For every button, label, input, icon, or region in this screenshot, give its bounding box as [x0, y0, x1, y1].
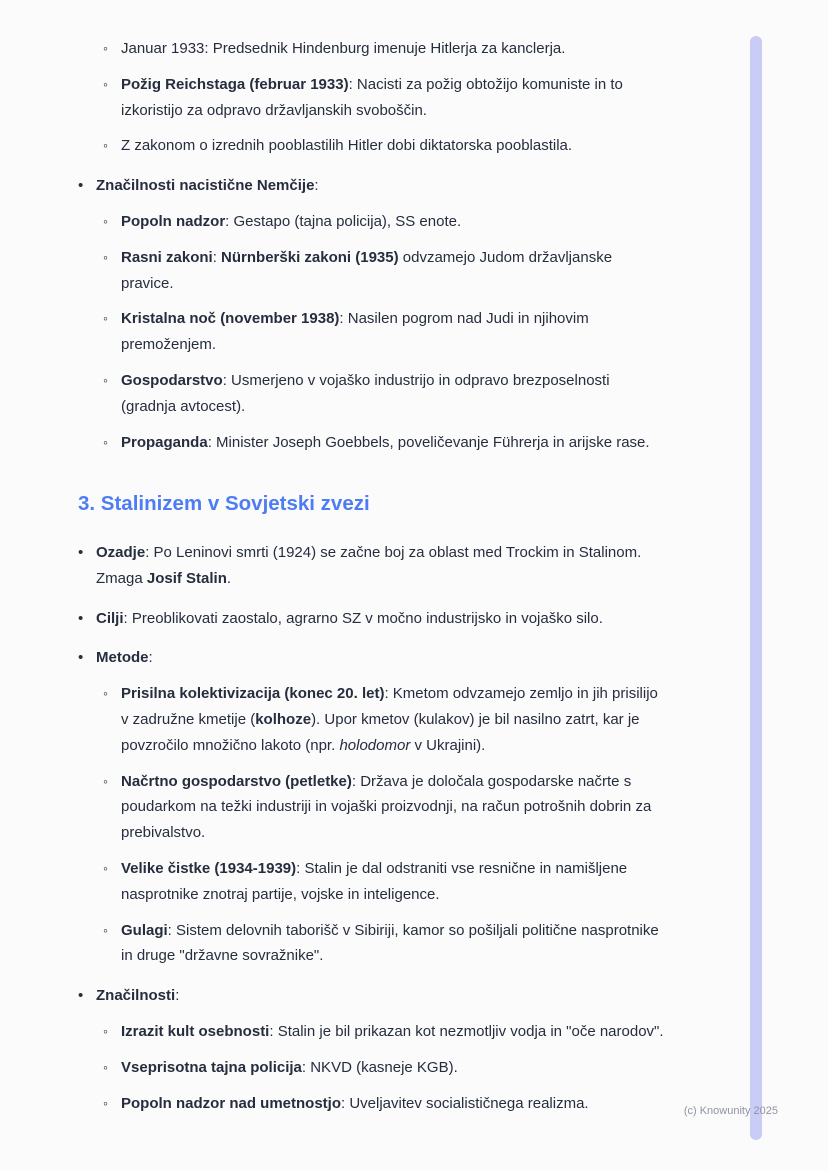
list-item-text — [121, 36, 664, 62]
list-item — [78, 983, 664, 1009]
text-segment: Prisilna kolektivizacija (konec 20. let) — [121, 685, 385, 703]
list-item — [78, 606, 664, 632]
bullet-disc-marker: • — [78, 987, 84, 1005]
list-item-text — [121, 133, 664, 159]
bullet-circle-marker: ◦ — [103, 1058, 108, 1075]
bullet-circle-marker: ◦ — [103, 685, 108, 702]
bullet-circle-marker: ◦ — [103, 772, 108, 789]
text-segment: Popoln nadzor nad umetnostjo — [121, 1094, 341, 1112]
list-item — [103, 856, 664, 908]
text-segment: : Kmetom odvzamejo zemljo in jih prisilijo v zadružne kmetije ( — [121, 685, 658, 728]
bullet-circle-marker: ◦ — [103, 137, 108, 154]
list-item-text — [121, 368, 664, 420]
text-segment: ). Upor kmetov (kulakov) je bil nasilno zatrt, kar je povzročilo množično lakoto (npr. — [121, 710, 640, 754]
text-segment: Cilji — [96, 609, 124, 627]
list-item — [78, 173, 664, 199]
list-item — [103, 1091, 664, 1117]
text-segment: : — [314, 177, 319, 195]
text-segment: : Preoblikovati zaostalo, agrarno SZ v močno industrijsko in vojaško silo. — [123, 609, 603, 627]
text-segment: Josif Stalin — [146, 569, 227, 587]
list-item — [103, 368, 664, 420]
text-segment: : — [148, 649, 153, 667]
bullet-disc-marker: • — [78, 177, 84, 195]
text-segment: : — [175, 987, 180, 1005]
text-segment: : Nacisti za požig obtožijo komuniste in to izkoristijo za odpravo državljanskih svoboščin. — [121, 75, 623, 119]
list-item-text — [121, 72, 664, 124]
list-item-text — [96, 983, 664, 1009]
text-segment: : Stalin je dal odstraniti vse resnične in namišljene nasprotnike znotraj partije, vojske in inteligence. — [121, 859, 628, 903]
list-item-text — [96, 645, 664, 671]
list-item-text — [96, 540, 664, 592]
text-segment: Januar 1933: Predsednik Hindenburg imenuje Hitlerja za kanclerja. — [121, 40, 566, 57]
list-item-text — [121, 1019, 664, 1045]
bullet-circle-marker: ◦ — [103, 40, 108, 56]
list-item-text — [121, 430, 664, 456]
text-segment: Gulagi — [121, 921, 168, 939]
text-segment: Vseprisotna tajna policija — [121, 1058, 302, 1076]
list-item-text — [121, 769, 664, 846]
bullet-disc-marker: • — [78, 544, 84, 561]
text-segment: : Gestapo (tajna policija), SS enote. — [225, 212, 462, 230]
list-item-text — [121, 1091, 664, 1117]
text-segment: : Uveljavitev socialističnega realizma. — [341, 1094, 589, 1112]
list-item — [103, 306, 664, 358]
text-segment: Metode — [96, 649, 149, 667]
text-segment: Nürnberški zakoni (1935) — [221, 248, 399, 266]
bullet-circle-marker: ◦ — [103, 371, 108, 388]
list-item-text — [121, 306, 664, 358]
text-segment: Gospodarstvo — [121, 371, 223, 389]
text-segment: : Nasilen pogrom nad Judi in njihovim premoženjem. — [121, 310, 589, 354]
text-segment: : — [212, 248, 222, 266]
text-segment: Propaganda — [121, 433, 208, 451]
text-segment: Načrtno gospodarstvo (petletke) — [121, 772, 352, 790]
list-item-text — [121, 209, 664, 235]
text-segment: . — [226, 569, 232, 587]
bullet-circle-marker: ◦ — [103, 212, 108, 229]
text-segment: : Minister Joseph Goebbels, poveličevanje Führerja in arijske rase. — [207, 433, 650, 451]
bullet-circle-marker: ◦ — [103, 310, 108, 327]
text-segment: : Po Leninovi smrti (1924) se začne boj za oblast med Trockim in Stalinom. Zmaga — [96, 544, 642, 587]
bullet-disc-marker: • — [78, 609, 84, 627]
text-segment: Rasni zakoni — [121, 248, 213, 266]
bullet-circle-marker: ◦ — [103, 75, 108, 92]
text-segment: Z zakonom o izrednih pooblastilih Hitler dobi diktatorska pooblastila. — [121, 137, 573, 155]
bullet-circle-marker: ◦ — [103, 433, 108, 450]
text-segment: kolhoze — [255, 710, 312, 728]
text-segment: v Ukrajini). — [410, 736, 486, 754]
scrollbar[interactable] — [750, 36, 762, 1140]
bullet-circle-marker: ◦ — [103, 1022, 108, 1039]
text-segment: : Stalin je bil prikazan kot nezmotljiv vodja in "oče narodov". — [269, 1022, 664, 1040]
list-item-text — [121, 245, 664, 297]
list-item — [103, 1055, 664, 1081]
list-item — [103, 1019, 664, 1045]
text-segment: Popoln nadzor — [121, 212, 226, 230]
list-item — [103, 36, 664, 62]
watermark: (c) Knowunity 2025 — [683, 1105, 778, 1117]
document-body — [78, 36, 664, 1126]
bullet-disc-marker: • — [78, 649, 84, 667]
list-item — [103, 769, 664, 846]
text-segment: : Sistem delovnih taborišč v Sibiriji, kamor so pošiljali politične nasprotnike in druge "državne sovražnike". — [121, 921, 659, 965]
list-item-text — [96, 606, 664, 632]
list-item — [103, 72, 664, 124]
list-item-text — [121, 681, 664, 758]
text-segment: Požig Reichstaga (februar 1933) — [121, 75, 349, 93]
list-item — [103, 245, 664, 297]
text-segment: Značilnosti nacistične Nemčije — [96, 177, 315, 195]
list-item — [78, 645, 664, 671]
list-item — [103, 681, 664, 758]
list-item — [103, 209, 664, 235]
text-segment: holodomor — [339, 736, 411, 754]
text-segment: odvzamejo Judom državljanske pravice. — [121, 248, 613, 292]
section-heading: 3. Stalinizem v Sovjetski zvezi — [78, 492, 370, 516]
text-segment: Ozadje — [96, 544, 146, 561]
list-item — [103, 133, 664, 159]
text-segment: Značilnosti — [96, 987, 176, 1005]
text-segment: Izrazit kult osebnosti — [121, 1022, 270, 1040]
text-segment: : NKVD (kasneje KGB). — [301, 1058, 458, 1076]
list-item-text — [121, 856, 664, 908]
bullet-circle-marker: ◦ — [103, 248, 108, 265]
text-segment: : Usmerjeno v vojaško industrijo in odpravo brezposelnosti (gradnja avtocest). — [121, 371, 610, 415]
list-item — [78, 540, 664, 592]
text-segment: : Država je določala gospodarske načrte s poudarkom na težki industriji in vojaški proizvodnji, na račun potrošnih dobrin za prebivalstvo. — [121, 772, 652, 842]
list-item — [103, 918, 664, 970]
text-segment: Kristalna noč (november 1938) — [121, 310, 340, 328]
list-item-text — [121, 1055, 664, 1081]
list-item-text — [96, 173, 664, 199]
bullet-circle-marker: ◦ — [103, 921, 108, 938]
text-segment: Velike čistke (1934-1939) — [121, 859, 297, 877]
list-item — [103, 430, 664, 456]
list-item-text — [121, 918, 664, 970]
bullet-circle-marker: ◦ — [103, 859, 108, 876]
bullet-circle-marker: ◦ — [103, 1094, 108, 1111]
